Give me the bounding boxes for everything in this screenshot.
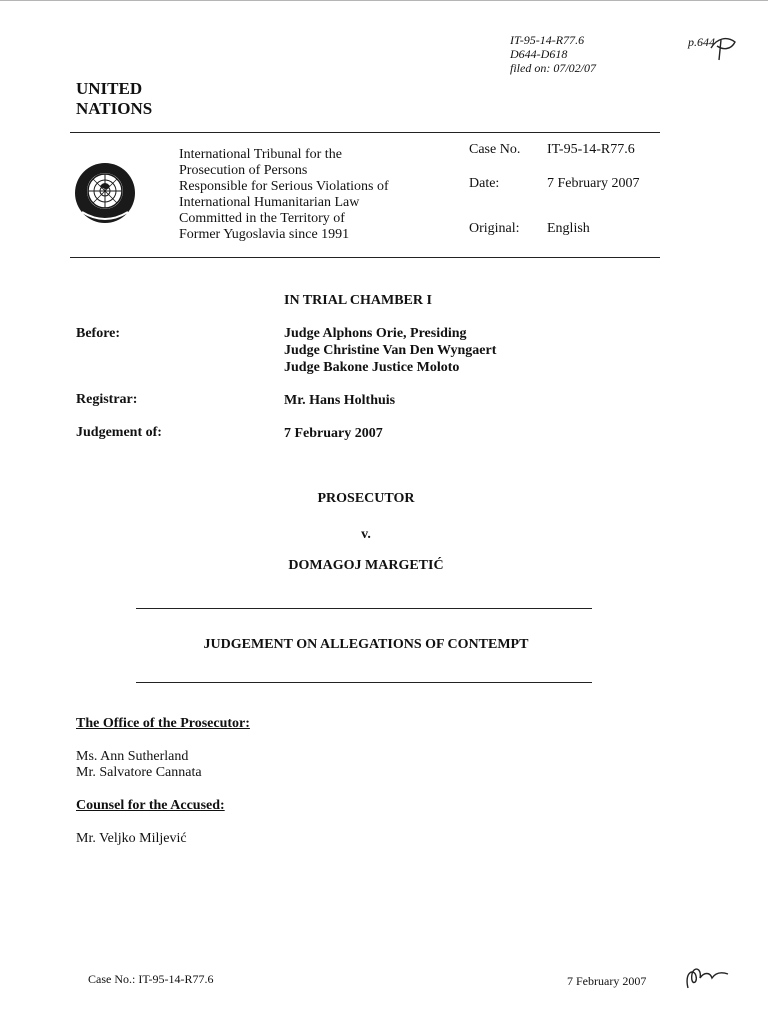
title-bottom-rule xyxy=(136,682,592,683)
date-label: Date: xyxy=(469,176,500,191)
registrar-name: Mr. Hans Holthuis xyxy=(284,393,396,408)
judgement-of-label: Judgement of: xyxy=(76,425,162,440)
otp-heading: The Office of the Prosecutor: xyxy=(76,716,250,731)
ref-filed-on: filed on: 07/02/07 xyxy=(510,61,596,75)
footer-date: 7 February 2007 xyxy=(567,974,647,988)
handwritten-signature-icon xyxy=(680,962,732,996)
original-label: Original: xyxy=(469,221,520,236)
date-value: 7 February 2007 xyxy=(547,176,640,191)
header-top-rule xyxy=(70,132,660,133)
versus: v. xyxy=(361,527,371,542)
otp-names xyxy=(76,749,202,781)
judges-list xyxy=(284,325,496,376)
counsel-heading: Counsel for the Accused: xyxy=(76,798,225,813)
otp-name-1: Ms. Ann Sutherland xyxy=(76,749,189,764)
original-value: English xyxy=(547,221,590,236)
scan-edge-line xyxy=(0,0,768,1)
chamber-heading: IN TRIAL CHAMBER I xyxy=(284,293,432,308)
title-top-rule xyxy=(136,608,592,609)
judge-2: Judge Christine Van Den Wyngaert xyxy=(284,343,497,358)
judge-1: Judge Alphons Orie, Presiding xyxy=(284,326,467,341)
prosecutor-party: PROSECUTOR xyxy=(317,491,415,506)
otp-name-2: Mr. Salvatore Cannata xyxy=(76,765,202,780)
un-title-line2: NATIONS xyxy=(76,99,153,118)
footer-case-no: Case No.: IT-95-14-R77.6 xyxy=(88,972,214,986)
document-title: JUDGEMENT ON ALLEGATIONS OF CONTEMPT xyxy=(203,637,529,652)
case-no-label: Case No. xyxy=(469,142,521,157)
judge-3: Judge Bakone Justice Moloto xyxy=(284,360,460,375)
before-label: Before: xyxy=(76,326,121,341)
accused-party: DOMAGOJ MARGETIĆ xyxy=(288,558,444,573)
registrar-label: Registrar: xyxy=(76,392,138,407)
page-mark: p.644 xyxy=(688,35,715,49)
un-emblem-icon xyxy=(72,160,138,226)
case-no-value: IT-95-14-R77.6 xyxy=(547,142,635,157)
judgement-date: 7 February 2007 xyxy=(284,426,383,441)
handwritten-initial-icon xyxy=(707,30,741,64)
tribunal-name: International Tribunal for the Prosecution of Persons Responsible for Serious Violations of International Humanitarian Law Committed in the Territory of Former Yugoslavia since 1991 xyxy=(179,147,389,242)
ref-case-number: IT-95-14-R77.6 xyxy=(510,33,585,47)
un-title-line1: UNITED xyxy=(76,79,143,98)
header-bottom-rule xyxy=(70,257,660,258)
ref-page-range: D644-D618 xyxy=(510,47,568,61)
counsel-name: Mr. Veljko Miljević xyxy=(76,831,187,846)
